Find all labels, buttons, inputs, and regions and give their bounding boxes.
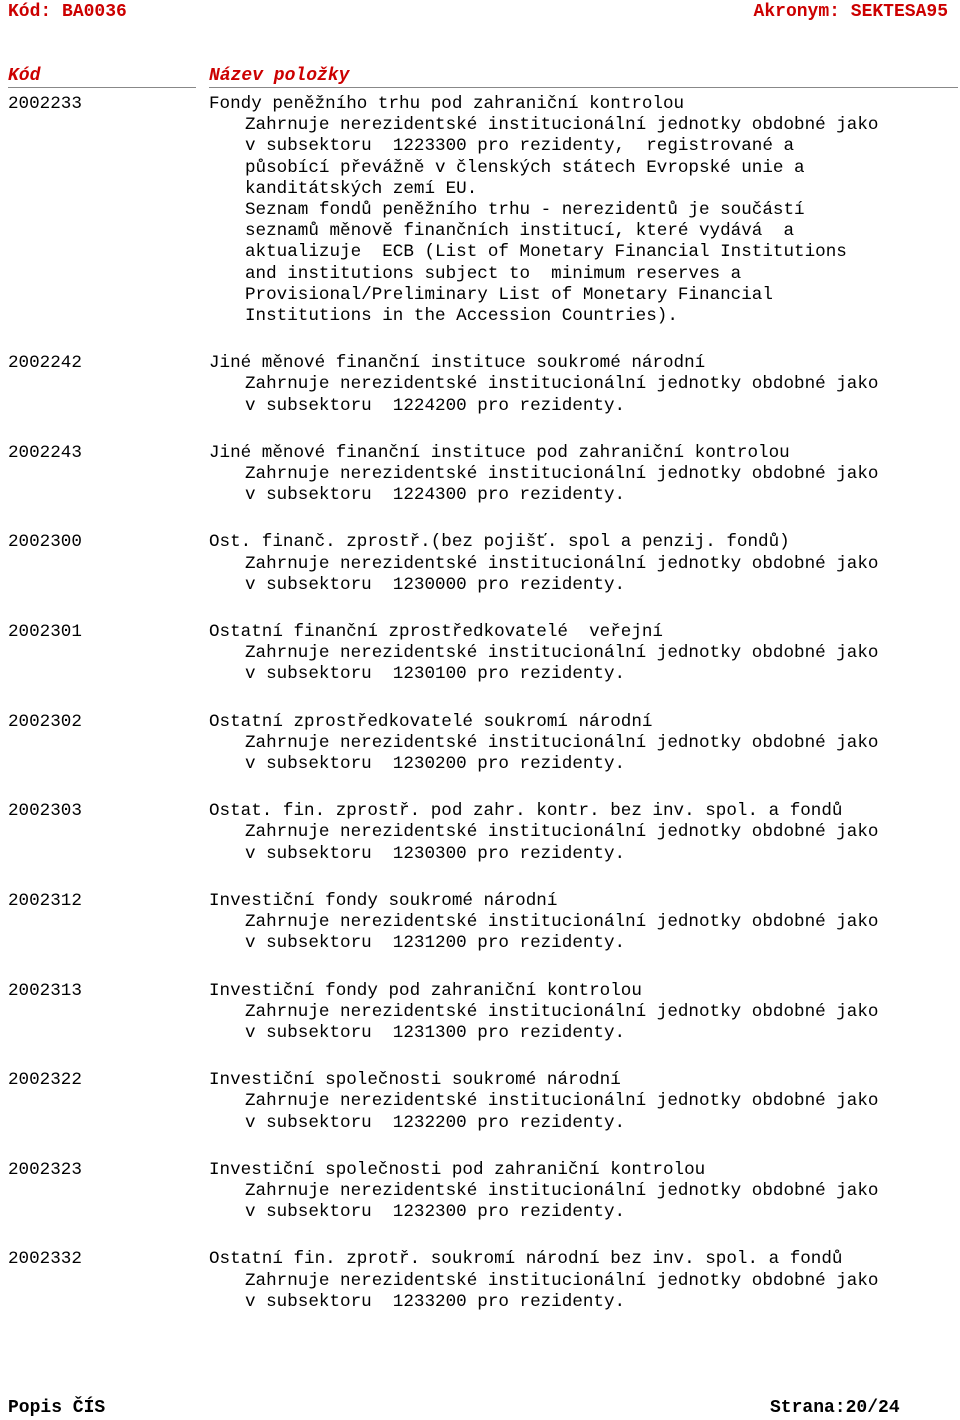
table-row [0, 1160, 960, 1224]
table-row [0, 1249, 960, 1313]
column-header-name: Název položky [209, 66, 350, 86]
document-acronym-value: SEKTESA95 [850, 2, 948, 22]
column-header-code: Kód [8, 66, 41, 86]
entry-description-line: Zahrnuje nerezidentské institucionální jednotky obdobné jako [245, 115, 879, 136]
table-row [0, 712, 960, 776]
page-number [770, 1398, 900, 1418]
entry-description-line: Zahrnuje nerezidentské institucionální jednotky obdobné jako [245, 912, 879, 933]
entry-description-line: Zahrnuje nerezidentské institucionální jednotky obdobné jako [245, 1270, 879, 1291]
entry-code: 2002313 [8, 980, 82, 1001]
entry-description-line: and institutions subject to minimum reserves a [245, 263, 742, 284]
entry-code: 2002233 [8, 94, 82, 114]
page-number-value: 20/24 [845, 1398, 900, 1418]
entry-description-line: v subsektoru 1233200 pro rezidenty. [245, 1291, 626, 1312]
entry-name: Investiční společnosti soukromé národní [209, 1070, 621, 1091]
entry-description-line: působící převážně v členských státech Evropské unie a [245, 157, 805, 178]
page-number-label: Strana: [770, 1398, 846, 1418]
entry-description-line: Provisional/Preliminary List of Monetary Financial [245, 284, 773, 305]
entry-name: Ostatní finanční zprostředkovatelé veřejní [209, 622, 663, 643]
entry-code: 2002332 [8, 1249, 82, 1270]
entry-description-line: seznamů měnově finančních institucí, které vydává a [245, 221, 795, 242]
entry-name: Ostat. fin. zprostř. pod zahr. kontr. bez inv. spol. a fondů [209, 801, 843, 822]
entry-description-line: Zahrnuje nerezidentské institucionální jednotky obdobné jako [245, 374, 879, 395]
entry-name: Investiční fondy soukromé národní [209, 890, 558, 911]
entry-list [0, 94, 960, 1313]
entry-code: 2002312 [8, 890, 82, 911]
table-row [0, 1070, 960, 1134]
entry-description-line: v subsektoru 1230000 pro rezidenty. [245, 574, 626, 595]
entry-name: Jiné měnové finanční instituce pod zahraniční kontrolou [209, 442, 790, 463]
entry-description-line: Zahrnuje nerezidentské institucionální jednotky obdobné jako [245, 732, 879, 753]
entry-code: 2002301 [8, 622, 82, 643]
entry-code: 2002322 [8, 1070, 82, 1091]
entry-description-line: v subsektoru 1232300 pro rezidenty. [245, 1202, 626, 1223]
entry-description-line: v subsektoru 1231300 pro rezidenty. [245, 1022, 626, 1043]
entry-description-line: v subsektoru 1224300 pro rezidenty. [245, 485, 626, 506]
entry-description-line: v subsektoru 1223300 pro rezidenty, registrované a [245, 136, 795, 157]
entry-name: Investiční společnosti pod zahraniční kontrolou [209, 1159, 706, 1180]
entry-code: 2002300 [8, 532, 82, 553]
footer-title: Popis ČÍS [8, 1398, 106, 1418]
table-row [0, 443, 960, 507]
document-code-label: Kód: [8, 2, 52, 22]
table-row [0, 981, 960, 1045]
entry-name: Ost. finanč. zprostř.(bez pojišť. spol a penzij. fondů) [209, 532, 790, 553]
table-row [0, 94, 960, 327]
entry-code: 2002303 [8, 801, 82, 822]
document-code-value: BA0036 [62, 2, 127, 22]
entry-name: Investiční fondy pod zahraniční kontrolou [209, 980, 642, 1001]
entry-description-line: kanditátských zemí EU. [245, 178, 478, 199]
table-row [0, 801, 960, 865]
table-row [0, 622, 960, 686]
table-row [0, 532, 960, 596]
entry-description-line: v subsektoru 1230200 pro rezidenty. [245, 754, 626, 775]
entry-description-line: v subsektoru 1231200 pro rezidenty. [245, 933, 626, 954]
table-row [0, 353, 960, 417]
entry-code: 2002242 [8, 353, 82, 374]
entry-description-line: Zahrnuje nerezidentské institucionální jednotky obdobné jako [245, 822, 879, 843]
document-acronym [754, 2, 948, 22]
entry-code: 2002323 [8, 1159, 82, 1180]
entry-description-line: Seznam fondů peněžního trhu - nerezidentů je součástí [245, 200, 805, 221]
entry-name: Ostatní zprostředkovatelé soukromí národní [209, 711, 653, 732]
entry-name: Jiné měnové finanční instituce soukromé národní [209, 353, 706, 374]
entry-description-line: Zahrnuje nerezidentské institucionální jednotky obdobné jako [245, 464, 879, 485]
entry-code: 2002302 [8, 711, 82, 732]
table-row [0, 891, 960, 955]
document-acronym-label: Akronym: [753, 2, 840, 22]
entry-name: Fondy peněžního trhu pod zahraniční kontrolou [209, 94, 685, 114]
header-rule-code [8, 87, 196, 88]
entry-description-line: v subsektoru 1230100 pro rezidenty. [245, 664, 626, 685]
entry-description-line: Institutions in the Accession Countries). [245, 306, 678, 327]
header-rule-name [209, 87, 958, 88]
entry-description-line: aktualizuje ECB (List of Monetary Financial Institutions [245, 242, 847, 263]
entry-description-line: Zahrnuje nerezidentské institucionální jednotky obdobné jako [245, 553, 879, 574]
document-code [8, 2, 127, 22]
entry-description-line: Zahrnuje nerezidentské institucionální jednotky obdobné jako [245, 1091, 879, 1112]
entry-description-line: v subsektoru 1230300 pro rezidenty. [245, 843, 626, 864]
entry-description-line: Zahrnuje nerezidentské institucionální jednotky obdobné jako [245, 1001, 879, 1022]
entry-name: Ostatní fin. zprotř. soukromí národní bez inv. spol. a fondů [209, 1249, 843, 1270]
entry-description-line: v subsektoru 1224200 pro rezidenty. [245, 395, 626, 416]
entry-description-line: v subsektoru 1232200 pro rezidenty. [245, 1112, 626, 1133]
entry-description-line: Zahrnuje nerezidentské institucionální jednotky obdobné jako [245, 643, 879, 664]
entry-description-line: Zahrnuje nerezidentské institucionální jednotky obdobné jako [245, 1180, 879, 1201]
entry-code: 2002243 [8, 442, 82, 463]
